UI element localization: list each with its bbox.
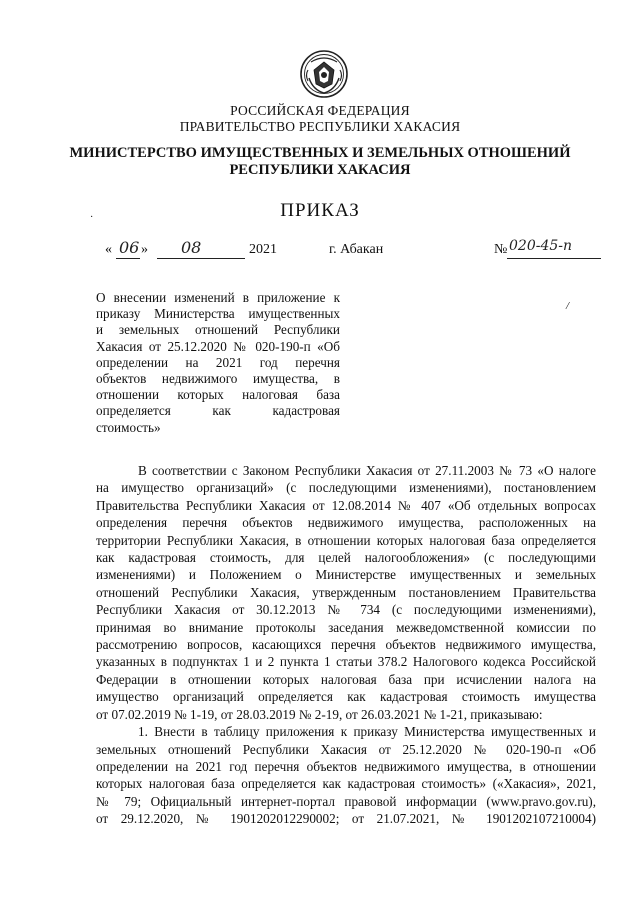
subject-line: Хакасия от 25.12.2020 № 020-190-п «Об: [96, 338, 340, 354]
country-name: РОССИЙСКАЯ ФЕДЕРАЦИЯ: [230, 103, 410, 118]
date-month-underline: [157, 258, 245, 259]
body-line: от 29.12.2020, № 1901202012290002; от 21.07.2021, № 1901202107210004): [96, 811, 596, 827]
subject-line: объектов недвижимого имущества, в: [96, 371, 340, 387]
ministry-name-line2: РЕСПУБЛИКИ ХАКАСИЯ: [229, 162, 411, 178]
ministry-name-line1: МИНИСТЕРСТВО ИМУЩЕСТВЕННЫХ И ЗЕМЕЛЬНЫХ ОТНОШЕНИЙ: [69, 145, 571, 161]
order-body: [96, 462, 596, 828]
date-day-underline: [116, 258, 140, 259]
date-open-quote: «: [105, 242, 112, 257]
body-line: указанных в подпунктах 1 и 2 пункта 1 статьи 378.2 Налогового кодекса Российской: [96, 654, 596, 670]
body-line: 1. Внести в таблицу приложения к приказу Министерства имущественных и: [138, 724, 596, 740]
order-subject: [96, 290, 340, 436]
body-line: рассмотрению вопросов, касающихся перечня объектов недвижимого имущества,: [96, 637, 596, 653]
margin-tick: /: [566, 300, 570, 312]
date-year: 2021: [249, 242, 277, 257]
date-line: [103, 240, 603, 264]
body-line: на имущество организаций» (с последующими изменениями), постановлением: [96, 480, 596, 496]
margin-dot: ·: [90, 212, 94, 223]
body-line: определения перечня объектов недвижимого имущества, расположенных на: [96, 515, 596, 531]
subject-line: приказу Министерства имущественных: [96, 306, 340, 322]
body-line: отношений Республики Хакасия, утвержденным постановлением Правительства: [96, 584, 596, 600]
body-line: территории Республики Хакасия, в отношении которых налоговая база определяется: [96, 532, 596, 548]
body-line: принимая во внимание протоколы заседания межведомственной комиссии по: [96, 619, 596, 635]
body-line: изменениями) и Положением о Министерстве имущественных и земельных: [96, 567, 596, 583]
body-line: от 07.02.2019 № 1-19, от 28.03.2019 № 2-19, от 26.03.2021 № 1-21, приказываю:: [96, 706, 543, 722]
coat-of-arms-emblem-icon: [299, 48, 349, 100]
city-name: г. Абакан: [329, 242, 384, 257]
order-number-prefix: №: [494, 242, 508, 257]
body-line: как кадастровая стоимость, для целей налогообложения» (с последующими: [96, 550, 596, 566]
body-line: В соответствии с Законом Республики Хакасия от 27.11.2003 № 73 «О налоге: [138, 463, 596, 478]
body-line: которых налоговая база определяется как кадастровая стоимость» («Хакасия», 2021,: [96, 776, 596, 792]
government-name: ПРАВИТЕЛЬСТВО РЕСПУБЛИКИ ХАКАСИЯ: [179, 119, 461, 134]
order-number-underline: [507, 258, 601, 259]
body-line: Республики Хакасия от 30.12.2013 № 734 (с последующими изменениями),: [96, 602, 596, 618]
body-line: земельных отношений Республики Хакасия от 25.12.2020 № 020-190-п «Об: [96, 741, 596, 757]
body-line: определении на 2021 год перечня объектов недвижимого имущества, в отношении: [96, 758, 596, 774]
body-line: Федерации в отношении которых налоговая база при исчислении налога на: [96, 671, 596, 687]
subject-line: и земельных отношений Республики: [96, 322, 340, 338]
document-type-title: ПРИКАЗ: [280, 200, 360, 221]
subject-line: О внесении изменений в приложение к: [96, 290, 340, 305]
subject-line: стоимость»: [96, 419, 161, 435]
body-line: имущество организаций определяется как кадастровая стоимость имущества: [96, 689, 596, 705]
body-line: Правительства Республики Хакасия от 12.08.2014 № 407 «Об отдельных вопросах: [96, 497, 596, 513]
subject-line: отношении которых налоговая база: [96, 387, 340, 403]
date-close-quote: »: [141, 242, 148, 257]
date-month: 08: [181, 238, 202, 257]
date-day: 06: [119, 238, 140, 257]
body-line: № 79; Официальный интернет-портал правовой информации (www.pravo.gov.ru),: [96, 793, 596, 809]
subject-line: определяется как кадастровая: [96, 403, 340, 419]
order-number: 020-45-п: [509, 238, 573, 254]
subject-line: определении на 2021 год перечня: [96, 354, 340, 370]
